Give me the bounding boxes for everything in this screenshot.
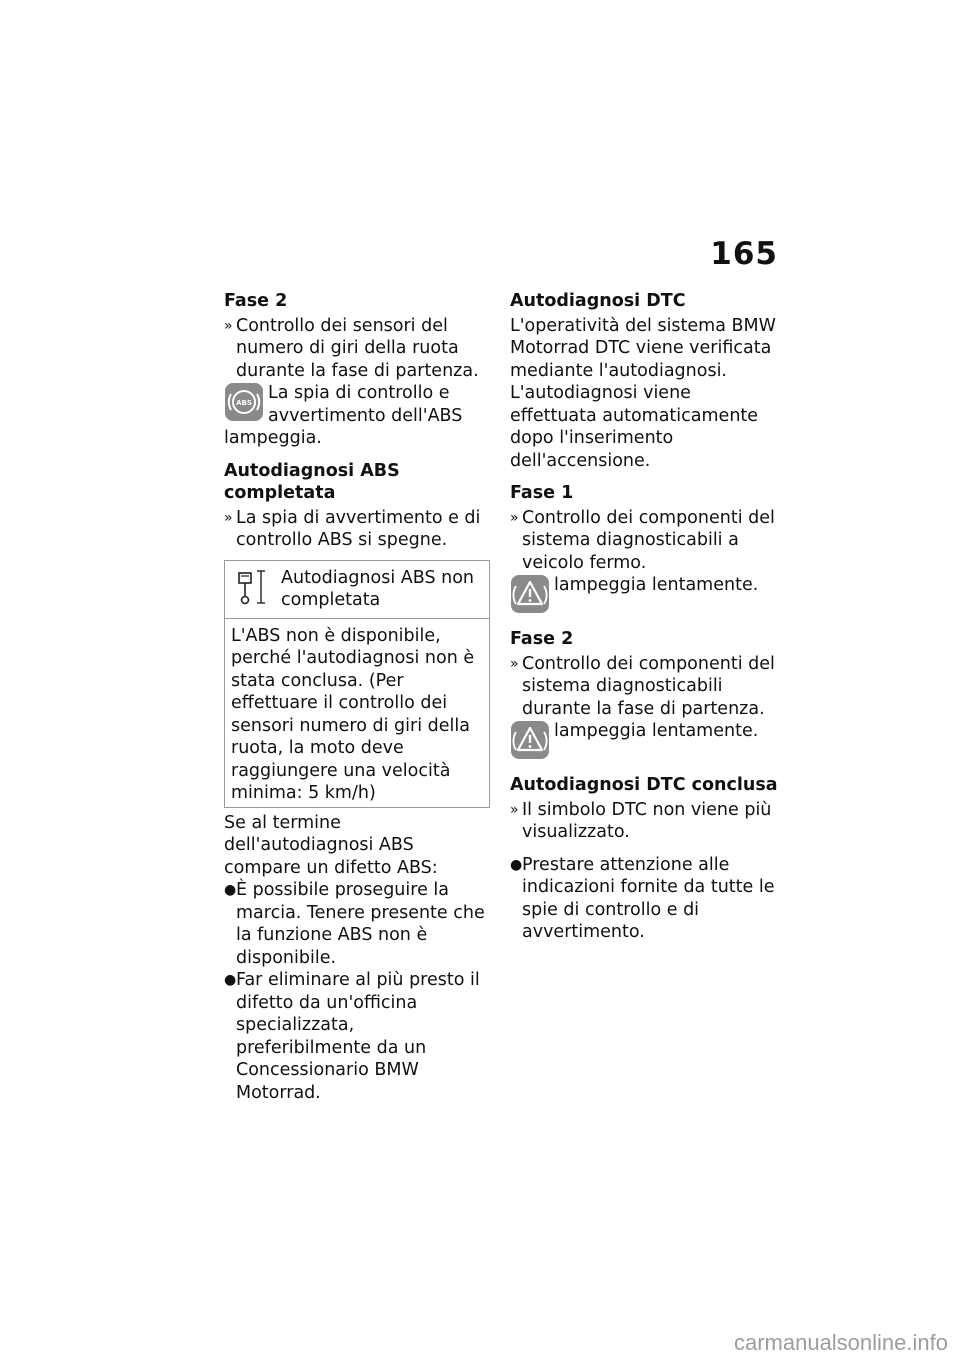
bullet-text: Prestare attenzione alle indicazioni fornite da tutte le spie di controllo e di avvertimento.	[522, 854, 775, 942]
step-text: La spia di avvertimento e di controllo ABS si spegne.	[236, 507, 481, 550]
section-heading-dtc-concluded: Autodiagnosi DTC conclusa	[510, 775, 778, 795]
watermark: carmanualsonline.info	[733, 1330, 948, 1355]
notice-box	[224, 560, 490, 808]
lamp-text: lampeggia lentamente.	[554, 575, 759, 595]
step-item	[510, 653, 782, 721]
left-column	[224, 290, 490, 1104]
bullet-marker: ●	[224, 972, 237, 988]
step-text: Il simbolo DTC non viene più visualizzato.	[522, 799, 772, 842]
section-heading-fase2: Fase 2	[224, 291, 288, 311]
step-text: Controllo dei sensori del numero di giri della ruota durante la fase di partenza.	[236, 315, 479, 381]
section-heading-fase2: Fase 2	[510, 629, 574, 649]
notice-body: L'ABS non è disponibile, perché l'autodiagnosi non è stata conclusa. (Per effettuare il controllo dei sensori numero di giri della ruota, la moto deve raggiungere una velocità minima: 5 km/h)	[231, 625, 475, 803]
abs-warning-lamp-icon	[224, 382, 264, 422]
dtc-warning-lamp-icon	[510, 574, 550, 614]
lamp-line	[224, 382, 490, 450]
step-item	[224, 315, 490, 383]
step-marker: »	[510, 509, 519, 526]
right-column	[510, 290, 782, 944]
step-marker: »	[510, 655, 519, 672]
lamp-line	[510, 720, 782, 764]
dtc-warning-lamp-icon	[510, 720, 550, 760]
bullet-item	[224, 969, 490, 1104]
paragraph: Se al termine dell'autodiagnosi ABS compare un difetto ABS:	[224, 812, 438, 878]
engine-piston-warning-icon	[233, 567, 269, 607]
step-item	[224, 507, 490, 552]
notice-header	[225, 561, 489, 619]
bullet-marker: ●	[224, 882, 237, 898]
page-number: 165	[710, 236, 778, 272]
section-heading-dtc: Autodiagnosi DTC	[510, 291, 686, 311]
bullet-marker: ●	[510, 856, 523, 873]
section-heading-fase1: Fase 1	[510, 483, 574, 503]
lamp-line	[510, 574, 782, 618]
step-marker: »	[224, 317, 233, 334]
bullet-text: È possibile proseguire la marcia. Tenere presente che la funzione ABS non è disponibile.	[236, 880, 485, 968]
step-marker: »	[510, 801, 519, 818]
lamp-text: lampeggia lentamente.	[554, 721, 759, 741]
step-text: Controllo dei componenti del sistema diagnosticabili a veicolo fermo.	[522, 507, 775, 573]
paragraph: L'operatività del sistema BMW Motorrad DTC viene verificata mediante l'autodiagnosi. L'autodiagnosi viene effettuata automaticamente dopo l'inserimento dell'accensione.	[510, 315, 776, 471]
notice-title: Autodiagnosi ABS non completata	[281, 567, 475, 610]
abs-icon-label: ABS	[236, 399, 252, 407]
lamp-text: La spia di controllo e avvertimento dell'ABS lampeggia.	[224, 383, 463, 448]
step-item	[510, 507, 782, 575]
bullet-item	[510, 854, 782, 944]
step-marker: »	[224, 509, 233, 526]
step-item	[510, 799, 782, 844]
step-text: Controllo dei componenti del sistema diagnosticabili durante la fase di partenza.	[522, 653, 775, 719]
section-heading-abs-completed: Autodiagnosi ABS completata	[224, 460, 400, 503]
bullet-text: Far eliminare al più presto il difetto da un'officina specializzata, preferibilmente da un Concessionario BMW Motorrad.	[236, 970, 480, 1103]
bullet-item	[224, 879, 490, 969]
